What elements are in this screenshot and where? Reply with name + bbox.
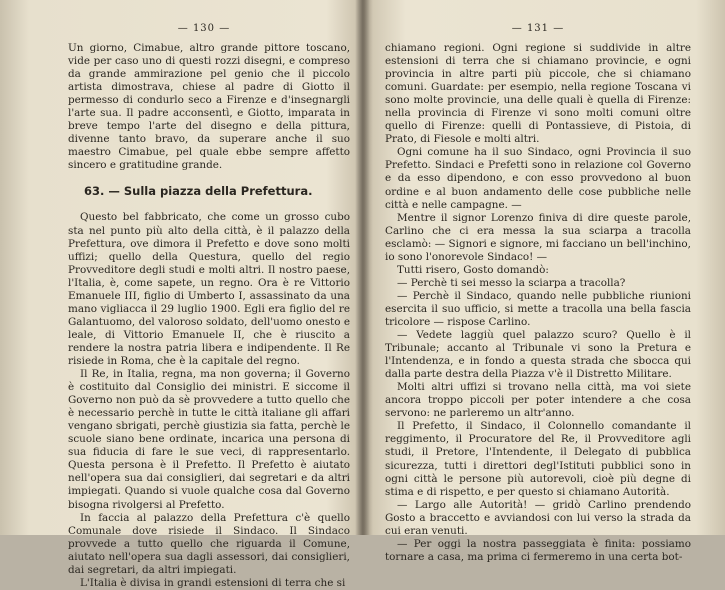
page-number-right: — 131 — [511, 23, 565, 34]
dialogue-line: — Perchè il Sindaco, quando nelle pubbliche riunioni esercita il suo ufficio, si mette a tracolla una bella fascia tricolore — rispose Carlino. [385, 289, 691, 328]
continued-paragraph: Un giorno, Cimabue, altro grande pittore toscano, vide per caso uno di questi rozzi disegni, e compreso da grande ammirazione pel genio che il piccolo artista dimostrava, chiese al padre di Giotto il permesso di condurlo seco a Firenze e d'insegnargli l'arte sua. Il padre acconsentì, e Giotto, imparata in breve tempo l'arte del disegno e della pittura, divenne tanto bravo, da superare anche il suo maestro Cimabue, pel quale ebbe sempre affetto sincero e gratitudine grande. [68, 42, 350, 172]
paragraph: Il Prefetto, il Sindaco, il Colonnello comandante il reggimento, il Procuratore del Re, il Provveditore agli studi, il Pretore, l'Intendente, il Delegato di pubblica sicurezza, tutti i direttori degl'Istituti pubblici sono in ogni città le persone più autorevoli, cioè più degne di stima e di rispetto, e per questo si chiamano Autorità. [385, 420, 691, 498]
section-heading: 63. — Sulla piazza della Prefettura. [84, 184, 313, 199]
paragraph: Ogni comune ha il suo Sindaco, ogni Provincia il suo Prefetto. Sindaci e Prefetti sono in relazione col Governo e da esso dipendono, e con esso provvedono al buon ordine e al buon andamento delle cose pubbliche nelle città e nelle campagne. — [385, 146, 691, 211]
continued-paragraph: chiamano regioni. Ogni regione si suddivide in altre estensioni di terra che si chiamano provincie, e ogni provincia in altre parti più piccole, che si chiamano comuni. Guardate: per esempio, nella regione Toscana vi sono molte provincie, una delle quali è quella di Firenze: nella provincia di Firenze vi sono molti comuni oltre quello di Firenze: quelli di Pontassieve, di Pistoia, di Prato, di Fiesole e molti altri. [385, 42, 691, 146]
paragraph: In faccia al palazzo della Prefettura c'è quello Comunale dove risiede il Sindaco. Il Sindaco provvede a tutto quello che riguarda il Comune, aiutato nell'opera sua dagli assessori, dai consiglieri, dai segretari, da altri impiegati. [68, 511, 350, 576]
dialogue-line: — Vedete laggiù quel palazzo scuro? Quello è il Tribunale; accanto al Tribunale vi sono la Pretura e l'Intendenza, e in fondo a questa strada che sbocca qui dalla parte destra della Piazza v'è il Distretto Militare. [385, 329, 691, 381]
paragraph: Il Re, in Italia, regna, ma non governa; il Governo è costituito dal Consiglio dei ministri. E siccome il Governo non può da sè provvedere a tutto quello che è necessario perchè in tutte le città italiane gli affari vengano sbrigati, perchè giustizia sia fatta, perchè le scuole siano bene ordinate, incarica una persona di sua fiducia di fare le sue veci, di rappresentarlo. Questa persona è il Prefetto. Il Prefetto è aiutato nell'opera sua dai consiglieri, dai segretari e da altri impiegati. Quando si vuole qualche cosa dal Governo bisogna rivolgersi al Prefetto. [68, 368, 350, 511]
page-number-left: — 130 — [177, 23, 231, 34]
left-page [0, 0, 362, 589]
dialogue-line: — Largo alle Autorità! — gridò Carlino prendendo Gosto a braccetto e avviandosi con lui verso la strada da cui eran venuti. [385, 498, 691, 537]
dialogue-line: — Perchè ti sei messo la sciarpa a tracolla? [397, 276, 626, 289]
dialogue-line: — Per oggi la nostra passeggiata è finita: possiamo tornare a casa, ma prima ci fermeremo in una certa bot- [385, 537, 691, 563]
paragraph: Questo bel fabbricato, che come un grosso cubo sta nel punto più alto della città, è il palazzo della Prefettura, ove dimora il Prefetto e dove sono molti uffizi; quello della Questura, quello del regio Provveditore degli studi e molti altri. Il nostro paese, l'Italia, è, come sapete, un regno. Ora è re Vittorio Emanuele III, figlio di Umberto I, assassinato da una mano vigliacca il 29 luglio 1900. Egli era figlio del re Galantuomo, del valoroso soldato, dell'uomo onesto e leale, di Vittorio Emanuele II, che è riuscito a rendere la nostra patria libera e indipendente. Il Re risiede in Roma, che è la capitale del regno. [68, 211, 350, 367]
paragraph: Mentre il signor Lorenzo finiva di dire queste parole, Carlino che ci era messa la sua sciarpa a tracolla esclamò: — Signori e signore, mi facciano un bell'inchino, io sono l'onorevole Sindaco! — [385, 211, 691, 263]
paragraph: L'Italia è divisa in grandi estensioni di terra che si [80, 576, 346, 589]
paragraph: Molti altri uffizi si trovano nella città, ma voi siete ancora troppo piccoli per poter intendere a che cosa servono: ne parleremo un altr'anno. [385, 381, 691, 420]
paragraph: Tutti risero, Gosto domandò: [397, 263, 549, 276]
right-page [363, 0, 725, 563]
